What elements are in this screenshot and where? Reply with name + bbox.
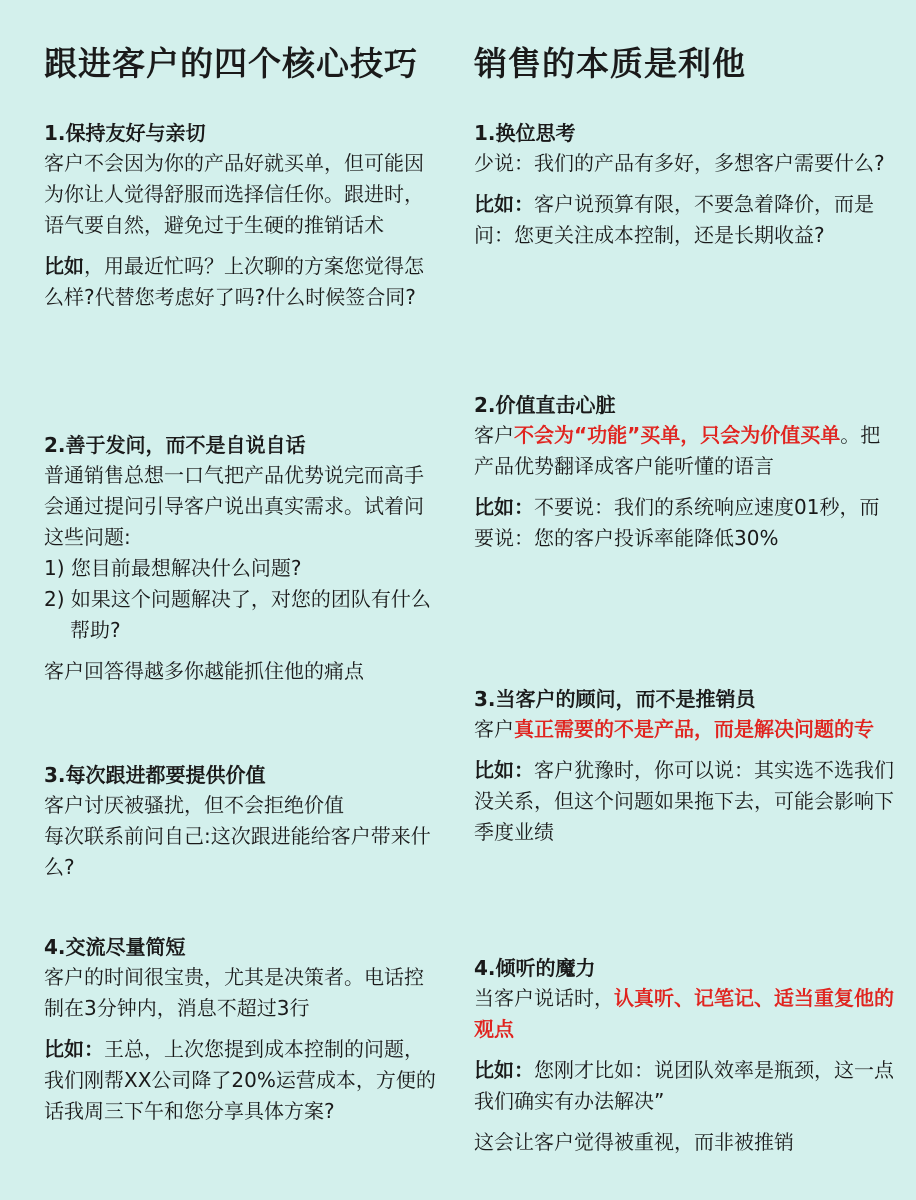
section-example: [474, 492, 894, 554]
right-section-1: [474, 118, 894, 251]
section-outro: 客户回答得越多你越能抓住他的痛点: [44, 659, 364, 683]
right-section-2: [474, 390, 894, 554]
left-section-2: [44, 430, 440, 687]
section-example: [474, 1055, 894, 1117]
section-outro: 这会让客户觉得被重视，而非被推销: [474, 1130, 794, 1154]
example-label: 比如：: [474, 192, 534, 216]
section-example: [44, 1034, 440, 1127]
section-example: [474, 189, 894, 251]
section-body: 普通销售总想一口气把产品优势说完而高手会通过提问引导客户说出真实需求。试着问这些问题:: [44, 463, 424, 549]
section-body: [474, 983, 894, 1045]
body-pre: 客户: [474, 717, 514, 741]
left-section-1: [44, 118, 440, 313]
section-body: 少说：我们的产品有多好，多想客户需要什么?: [474, 151, 885, 175]
example-text: 您刚才比如：说团队效率是瓶颈，这一点我们确实有办法解决”: [474, 1058, 894, 1113]
example-text: ，用最近忙吗？上次聊的方案您觉得怎么样?代替您考虑好了吗?什么时候签合同?: [44, 254, 424, 309]
example-label: 比如：: [474, 758, 534, 782]
section-body: 客户讨厌被骚扰，但不会拒绝价值: [44, 793, 344, 817]
section-title: 3.当客户的顾问，而不是推销员: [474, 687, 756, 711]
section-body: [474, 714, 894, 745]
body-highlight: 不会为“功能”买单，只会为价值买单: [514, 423, 841, 447]
right-page-title: 销售的本质是利他: [474, 44, 746, 83]
example-text: 王总，上次您提到成本控制的问题，我们刚帮XX公司降了20%运营成本，方便的话我周三下午和您分享具体方案?: [44, 1037, 436, 1123]
body-pre: 当客户说话时，: [474, 986, 614, 1010]
example-text: 客户犹豫时，你可以说：其实选不选我们没关系，但这个问题如果拖下去，可能会影响下季度业绩: [474, 758, 894, 844]
example-label: 比如：: [474, 1058, 534, 1082]
body-post: 。把产品优势翻译成客户能听懂的语言: [474, 423, 881, 478]
example-label: 比如：: [474, 495, 534, 519]
example-text: 不要说：我们的系统响应速度01秒，而要说：您的客户投诉率能降低30%: [474, 495, 880, 550]
section-body: 客户的时间很宝贵，尤其是决策者。电话控制在3分钟内，消息不超过3行: [44, 965, 424, 1020]
section-title: 4.倾听的魔力: [474, 956, 596, 980]
section-title: 2.善于发问，而不是自说自话: [44, 433, 306, 457]
right-section-4: [474, 953, 894, 1158]
left-page-title: 跟进客户的四个核心技巧: [44, 44, 418, 83]
section-title: 4.交流尽量简短: [44, 935, 186, 959]
example-text: 客户说预算有限，不要急着降价，而是问：您更关注成本控制，还是长期收益?: [474, 192, 874, 247]
list-item: 1) 您目前最想解决什么问题?: [44, 556, 302, 580]
example-label: 比如：: [44, 1037, 104, 1061]
section-title: 3.每次跟进都要提供价值: [44, 763, 266, 787]
section-title: 1.换位思考: [474, 121, 576, 145]
section-example: [474, 755, 894, 848]
example-label: 比如: [44, 254, 84, 278]
section-example: [44, 251, 440, 313]
left-section-4: [44, 932, 440, 1127]
section-title: 2.价值直击心脏: [474, 393, 616, 417]
body-pre: 客户: [474, 423, 514, 447]
list-item: 2) 如果这个问题解决了，对您的团队有什么帮助?: [44, 587, 431, 642]
section-body: 每次联系前问自己:这次跟进能给客户带来什么?: [44, 824, 431, 879]
question-list: [44, 553, 440, 646]
body-highlight: 真正需要的不是产品，而是解决问题的专: [514, 717, 874, 741]
right-section-3: [474, 684, 894, 848]
section-body: [474, 420, 894, 482]
section-body: 客户不会因为你的产品好就买单，但可能因为你让人觉得舒服而选择信任你。跟进时，语气要自然，避免过于生硬的推销话术: [44, 151, 424, 237]
body-highlight: 认真听、记笔记、适当重复他的观点: [474, 986, 894, 1041]
left-section-3: [44, 760, 440, 883]
section-title: 1.保持友好与亲切: [44, 121, 206, 145]
